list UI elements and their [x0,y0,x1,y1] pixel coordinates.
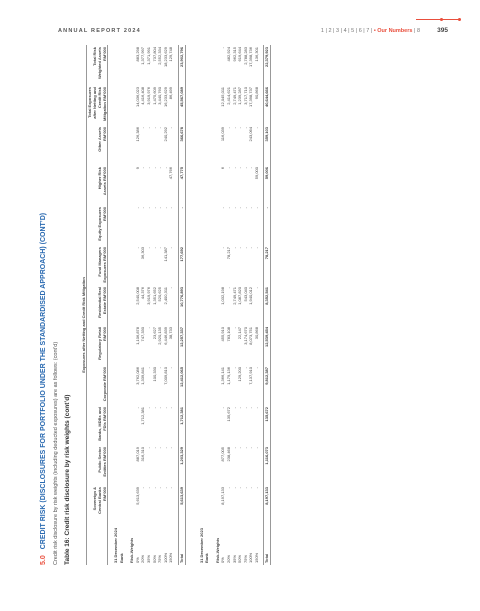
group-header: Exposures after Netting and Credit Risk Mitigation [81,125,87,525]
table-cell: - [231,407,237,409]
table-cell: 2,552,334 [157,47,163,65]
table-body [108,45,271,565]
table-cell: - [157,407,163,409]
table-cell: 1,712,381 [178,405,185,445]
table-cell: 40,644,666 [264,85,271,125]
section-nav: 1 | 2 | 3 | 4 | 5 | 6 | 7 | • Our Numbers | 8 [320,28,420,34]
table-cell: - [157,447,163,449]
table-cell: - [237,167,243,169]
report-title: ANNUAL REPORT 2024 [58,28,141,34]
nav-item-4[interactable]: 4 [343,28,347,34]
table-cell: 7,137,910 [248,367,254,385]
table-cell: - [264,205,271,245]
table-cell: 17,398,736 [248,47,254,68]
table-cell: - [140,167,146,169]
table-cell: - [225,127,231,129]
table-cell: - [237,247,243,249]
table-cell: 1,712,381 [140,407,146,425]
table-cell: 2,540,008 [134,287,140,305]
decorative-line [416,19,460,20]
table-cell: 783,108 [225,327,231,342]
table-cell: 0% [134,557,140,563]
table-cell: - [242,247,248,249]
table-cell: - [145,327,151,329]
nav-item-7[interactable]: 7 [366,28,370,34]
table-cell: 3,919,976 [145,287,151,305]
table-cell: - [253,367,259,369]
table-cell: 2,400,311 [162,287,168,305]
table-cell: 1,940,012 [248,287,254,305]
table-cell: - [162,207,168,209]
table-cell: - [231,367,237,369]
table-cell: - [242,367,248,369]
table-cell: - [242,447,248,449]
section-number: 5.0 [40,555,47,565]
risk-weight-table [81,45,271,565]
nav-item-5[interactable]: 5 [351,28,355,34]
table-title: Table 16: Credit risk disclosure by risk weights (cont’d) [64,394,71,565]
table-cell: - [145,407,151,409]
table-cell: 887,019 [134,447,140,462]
section-title-text: CREDIT RISK (DISCLOSURES FOR PORTFOLIO UNDER THE STANDARDISED APPROACH) (CONT’D) [40,212,47,550]
nav-item-2[interactable]: 2 [328,28,332,34]
table-cell: - [231,487,237,489]
table-cell: 45,567,089 [178,85,185,125]
table-cell: - [145,207,151,209]
table-cell: 5,613,639 [134,487,140,505]
table-cell: 150% [168,552,174,563]
table-cell: - [157,247,163,249]
table-cell: - [253,207,259,209]
table-cell: 737,804 [151,47,157,62]
table-cell: - [220,47,226,49]
period-heading [108,45,119,565]
table-cell: 8,197,133 [220,487,226,505]
page-header [0,6,480,34]
table-cell: 2,788,283 [242,47,248,65]
table-cell: - [225,487,231,489]
table-cell: - [157,167,163,169]
table-cell: 1,371,991 [145,47,151,65]
table-cell: - [168,367,174,369]
table-cell: 23,902,796 [178,45,185,85]
table-cell: 129,200 [237,367,243,382]
table-cell: - [248,407,254,409]
table-cell: 482,924 [225,47,231,62]
column-header-row [87,45,108,565]
table-cell: - [237,407,243,409]
table-cell: - [253,127,259,129]
table-cell: - [242,207,248,209]
table-cell: 366,678 [178,125,185,165]
table-cell: - [231,327,237,329]
table-cell: - [168,447,174,449]
page-number: 395 [437,27,448,34]
table-cell: - [168,407,174,409]
table-cell: 44,376 [140,287,146,300]
table-cell: - [231,127,237,129]
table-cell: - [157,487,163,489]
table-cell: - [168,287,174,289]
column-header: Total Exposures after Netting and Credit Risk Mitigation RM’000 [87,85,108,125]
table-cell: 50% [151,554,157,563]
table-cell: 38,733 [168,327,174,340]
table-cell: - [151,247,157,249]
table-cell: Total [178,525,185,565]
total-row [264,45,271,565]
table-cell: 543,040 [242,287,248,302]
table-cell: - [220,407,226,409]
table-cell: 1,351,652 [151,287,157,305]
table-cell: - [231,247,237,249]
entity-label: Bank [118,553,124,563]
table-cell: 12,412,065 [178,365,185,405]
table-cell: - [134,207,140,209]
column-header: Equity Exposures RM’000 [87,205,108,245]
table-cell: 6 [220,167,226,170]
table-cell: 1,179,136 [225,367,231,385]
table-cell: 12,539,454 [264,325,271,365]
table-cell: - [237,487,243,489]
table-cell: 47,766 [168,167,174,180]
table-cell: 22,147 [237,327,243,340]
table-cell: 14,036,023 [134,87,140,108]
table-cell: 1,377,997 [140,47,146,65]
table-cell: - [151,447,157,449]
period-heading-label: 31 December 2024 [113,528,118,563]
table-cell: 3,440,760 [157,87,163,105]
column-header: Other Assets RM’000 [87,125,108,165]
table-cell: 1,106,878 [134,327,140,345]
risk-weights-heading-label: Risk-Weights [214,537,220,563]
table-cell: - [162,407,168,409]
column-header: Higher Risk Assets RM’000 [87,165,108,205]
entity-label: Bank [204,553,210,563]
intro-text: Credit risk disclosure by risk weights (including deducted exposures) are as follows: (cont’d) [53,341,59,565]
table-cell: 3,762,086 [134,367,140,385]
table-cell: 1,116,073 [264,445,271,485]
table-cell: - [225,207,231,209]
table-cell: 243,064 [248,127,254,142]
table-cell: - [151,167,157,169]
table-cell: 20% [140,554,146,563]
risk-weights-heading-label: Risk-Weights [129,537,135,563]
table-cell: - [168,207,174,209]
column-header: Corporate RM’000 [87,365,108,405]
table-cell: 86,499 [168,87,174,100]
table-cell: - [242,127,248,129]
table-cell: 619,644 [237,47,243,62]
table-cell: 23,627 [151,327,157,340]
risk-weights-heading [210,45,221,565]
risk-weights-heading [124,45,135,565]
table-cell: - [168,487,174,489]
table-cell: 12,257,337 [178,325,185,365]
table-cell: - [134,407,140,409]
table-cell: - [157,367,163,369]
table-cell: 136,301 [253,47,259,62]
table-cell: - [248,167,254,169]
table-cell: - [151,127,157,129]
nav-item-8[interactable]: 8 [416,28,420,34]
table-cell: 747,330 [140,327,146,342]
table-cell: 962,315 [231,47,237,62]
table-cell: 17,398,737 [248,87,254,108]
table-cell: 59,006 [264,165,271,205]
table-cell: - [162,167,168,169]
table-cell: - [145,247,151,249]
table-cell: - [162,447,168,449]
table-cell: - [145,127,151,129]
nav-item-our-numbers[interactable]: • Our Numbers [373,28,413,34]
table-cell: 8,073,751 [248,327,254,345]
period-heading-label: 31 December 2023 [198,528,204,563]
table-cell: 22,379,923 [264,45,271,85]
table-cell: 2,414,621 [225,87,231,105]
table-cell: 16,233,629 [162,87,168,108]
table-cell: - [178,205,185,245]
table-cell: 1,203,329 [178,445,185,485]
table-cell: 240,292 [162,127,168,142]
table-cell: 3,717,710 [242,87,248,105]
table-cell: 520,625 [157,287,163,302]
nav-item-6[interactable]: 6 [358,28,362,34]
table-cell: 47,775 [178,165,185,205]
table-cell: 35% [145,554,151,563]
table-cell: - [231,167,237,169]
table-cell: 1,339,841 [140,367,146,385]
table-cell: - [242,167,248,169]
table-cell: - [253,407,259,409]
table-cell: 4,416,408 [140,87,146,105]
table-cell: - [145,447,151,449]
table-cell: 359,103 [264,125,271,165]
table-cell: 141,387 [162,247,168,262]
table-cell: 9 [134,167,140,170]
nav-item-3[interactable]: 3 [336,28,340,34]
table-cell: 316,310 [140,447,146,462]
column-header: Public Sector Entities RM’000 [87,445,108,485]
column-header [87,525,108,565]
table-cell: 8,197,133 [264,485,271,525]
table-cell: 50% [237,554,243,563]
table-cell: 1,087,820 [237,287,243,305]
table-cell: Total [264,525,271,565]
table-cell: - [151,407,157,409]
table-cell: - [231,447,237,449]
column-header: Fund Managers Exposures RM’000 [87,245,108,285]
table-cell: - [220,207,226,209]
table-cell: - [140,127,146,129]
column-header: Regulatory Retail RM’000 [87,325,108,365]
table-cell: 30,868 [253,327,259,340]
table-cell: - [253,487,259,489]
column-header: Sovereign & Central Banks RM’000 [87,485,108,525]
table-cell: 3,174,670 [242,327,248,345]
column-header: Banks, MDBs and FDIs RM’000 [87,405,108,445]
section-title [40,45,47,565]
table-cell: 12,045,011 [220,87,226,107]
table-cell: 10,776,893 [178,285,185,325]
table-cell: 0% [220,557,226,563]
table-cell: 6,446,839 [162,327,168,345]
table-cell: - [248,447,254,449]
table-cell: 455,910 [220,327,226,342]
table-cell: - [157,127,163,129]
table-cell: - [140,487,146,489]
table-cell: 100,330 [151,367,157,382]
table-cell: 18,233,629 [162,47,168,68]
table-cell: 2,920,135 [157,327,163,345]
table-cell: 1,366,141 [220,367,226,385]
table-cell: 177,692 [178,245,185,285]
table-cell: - [157,207,163,209]
table-cell: - [231,207,237,209]
table-cell: 135,672 [264,405,271,445]
table-cell: - [145,367,151,369]
table-cell: - [225,287,231,289]
table-cell: 126,386 [134,127,140,142]
table-cell: 75% [242,554,248,563]
table-cell: - [248,207,254,209]
table-cell: 1,032,198 [220,287,226,305]
table-cell: 78,217 [264,245,271,285]
table-cell: 8,352,541 [264,285,271,325]
table-cell: 3,919,976 [145,87,151,105]
table-cell: 100% [248,552,254,563]
table-cell: - [237,127,243,129]
table-cell: - [253,287,259,289]
table-cell: 129,748 [168,47,174,62]
table-cell: - [248,247,254,249]
table-cell: 116,039 [220,127,226,142]
table-cell: 135,672 [225,407,231,422]
table-cell: - [237,207,243,209]
table-cell: - [151,207,157,209]
decorative-dot [458,18,461,21]
table-cell: - [145,167,151,169]
table-cell: 2,749,471 [231,87,237,105]
table-cell: - [151,487,157,489]
table-cell: - [220,247,226,249]
table-cell: 78,217 [225,247,231,260]
table-cell: 100% [162,552,168,563]
table-cell: - [140,207,146,209]
table-cell: 877,005 [220,447,226,462]
table-cell: 36,303 [140,247,146,260]
table-cell: 75% [157,554,163,563]
table-cell: 238,468 [225,447,231,462]
table-cell: 1,239,287 [237,87,243,105]
table-cell: - [168,247,174,249]
table-cell: 883,298 [134,47,140,62]
column-header: Residential Real Estate RM’000 [87,285,108,325]
table-cell: - [253,247,259,249]
decorative-dot [440,18,443,21]
table-cell: 2,749,471 [231,287,237,305]
table-cell: - [253,447,259,449]
table-cell: - [242,407,248,409]
table-cell: - [237,447,243,449]
nav-item-1[interactable]: 1 [320,28,324,34]
table-cell: - [162,487,168,489]
table-cell: - [225,167,231,169]
table-cell: - [248,487,254,489]
table-cell: 35% [231,554,237,563]
table-cell: 9,812,387 [264,365,271,405]
table-cell: - [134,247,140,249]
table-cell: 7,009,810 [162,367,168,385]
table-cell: 5,613,639 [178,485,185,525]
table-cell: - [168,127,174,129]
rotated-content [40,45,480,565]
table-cell: 20% [225,554,231,563]
table-cell: - [145,487,151,489]
table-cell: - [242,487,248,489]
total-row [178,45,185,565]
table-cell: 150% [253,552,259,563]
table-cell: 1,475,609 [151,87,157,105]
column-header: Total Risk Weighted Assets RM’000 [87,45,108,85]
period-heading [194,45,205,565]
table-cell: 90,868 [253,87,259,100]
table-cell: 59,000 [253,167,259,180]
